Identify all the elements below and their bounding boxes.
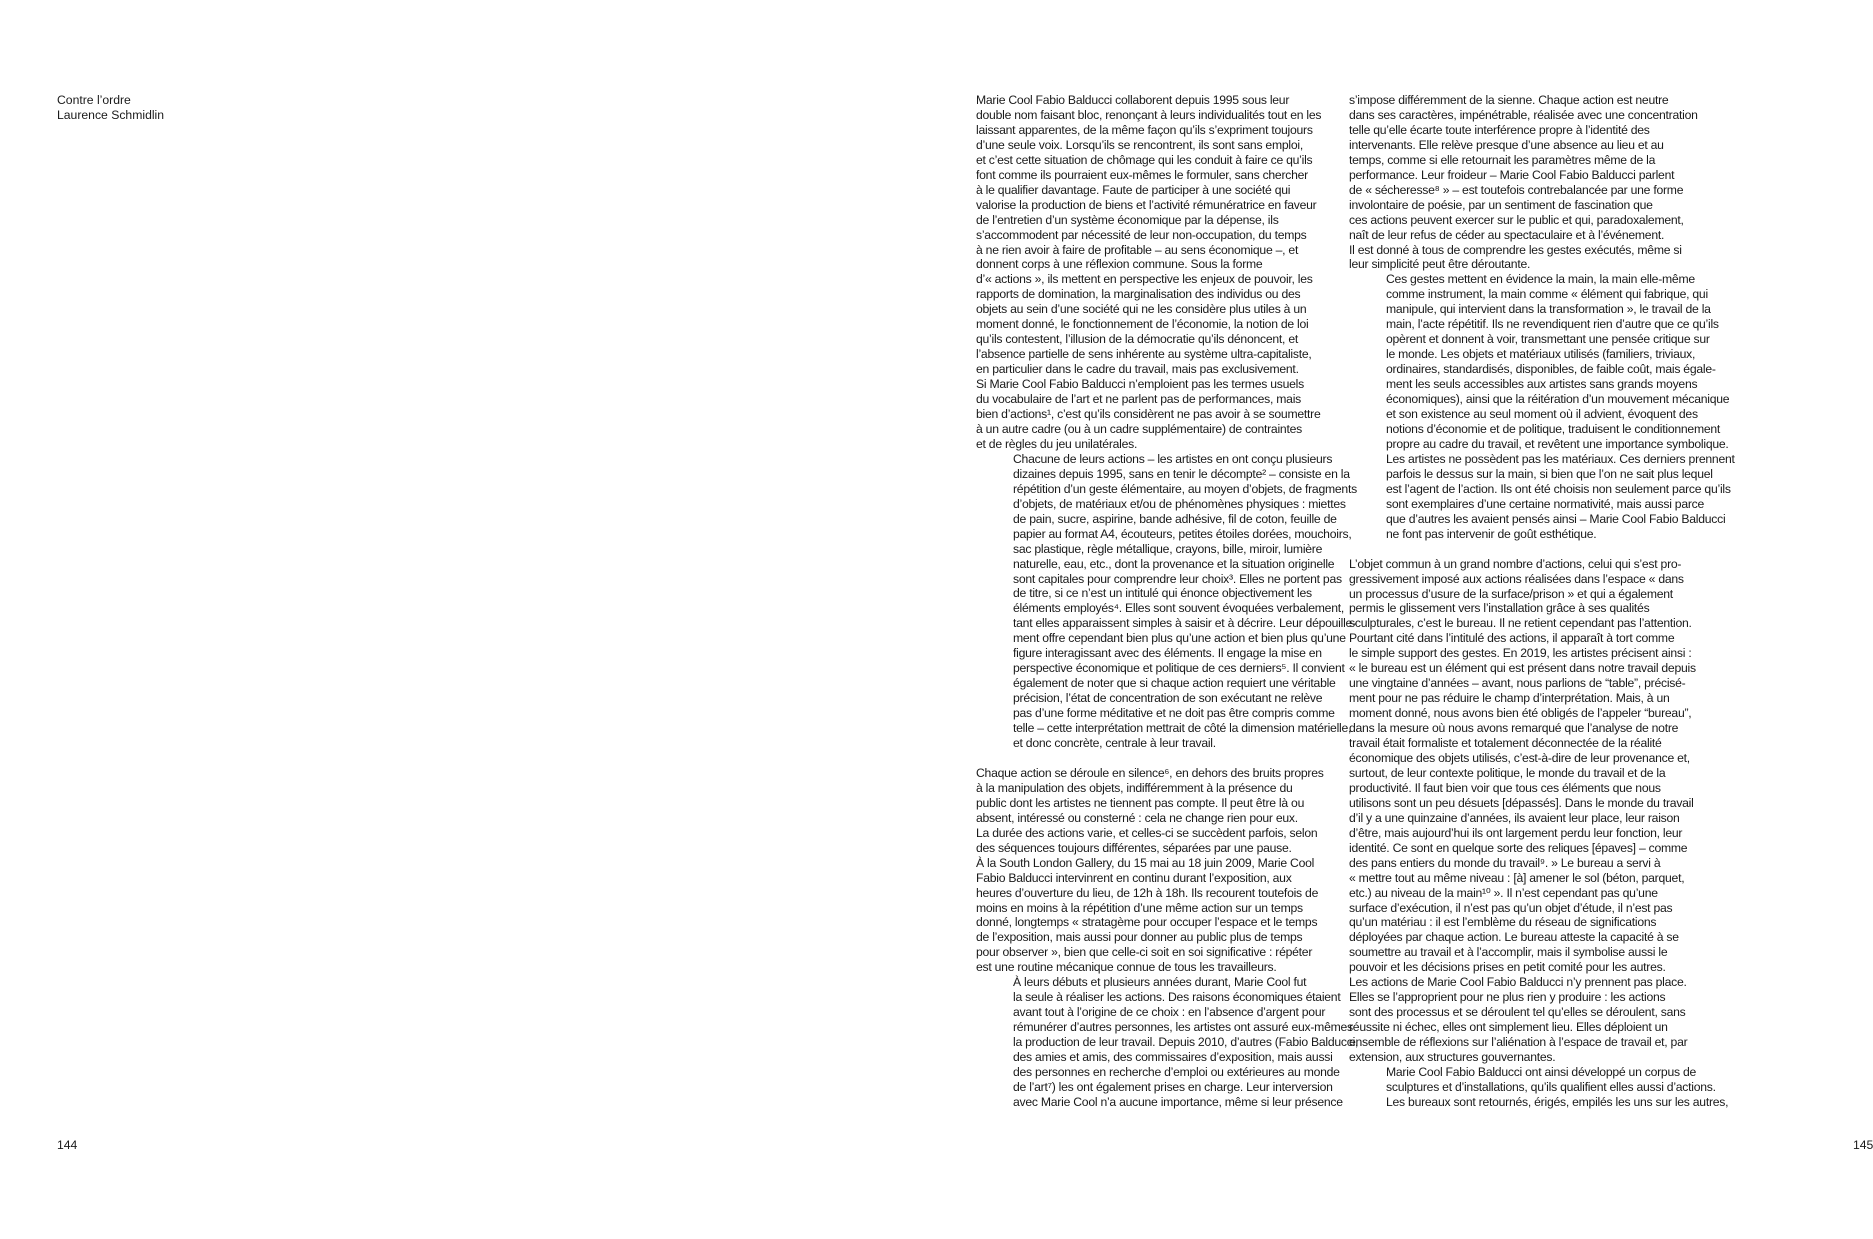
paragraph bbox=[976, 975, 1359, 1110]
text-line: telle – cette interprétation mettrait de côté la dimension matérielle, bbox=[1013, 721, 1352, 736]
page-number-right: 145 bbox=[1853, 1138, 1873, 1152]
text-line: valorise la production de biens et l’activité rémunératrice en faveur bbox=[976, 197, 1317, 212]
text-line: productivité. Il faut bien voir que tous ces éléments que nous bbox=[1349, 780, 1661, 795]
text-line: ne font pas intervenir de goût esthétique. bbox=[1386, 526, 1597, 541]
text-line: etc.) au niveau de la main¹⁰ ». Il n’est cependant pas qu’une bbox=[1349, 885, 1658, 900]
text-line: réussite ni échec, elles ont simplement lieu. Elles déploient un bbox=[1349, 1020, 1668, 1035]
text-line: sac plastique, règle métallique, crayons, bille, miroir, lumière bbox=[1013, 541, 1323, 556]
text-line: ment les seuls accessibles aux artistes sans grands moyens bbox=[1386, 377, 1698, 392]
text-line: dans la mesure où nous avons remarqué que l’analyse de notre bbox=[1349, 721, 1679, 736]
text-line: et donc concrète, centrale à leur travail. bbox=[1013, 735, 1216, 750]
text-line: le monde. Les objets et matériaux utilisés (familiers, triviaux, bbox=[1386, 347, 1696, 362]
text-line: perspective économique et politique de ces derniers⁵. Il convient bbox=[1013, 661, 1345, 676]
text-line: la production de leur travail. Depuis 2010, d’autres (Fabio Balducci, bbox=[1013, 1035, 1359, 1050]
text-line: une vingtaine d’années – avant, nous parlions de “table”, précisé- bbox=[1349, 676, 1686, 691]
text-line: rapports de domination, la marginalisation des individus ou des bbox=[976, 287, 1301, 302]
text-line: laissant apparentes, de la même façon qu’ils s’expriment toujours bbox=[976, 122, 1313, 137]
text-line: soumettre au travail et à l’accomplir, mais il symbolise aussi le bbox=[1349, 945, 1668, 960]
text-line: À la South London Gallery, du 15 mai au 18 juin 2009, Marie Cool bbox=[976, 855, 1315, 870]
text-line: ment pour ne pas réduire le champ d’interprétation. Mais, à un bbox=[1349, 691, 1670, 706]
text-line: ensemble de réflexions sur l’aliénation à l’espace de travail et, par bbox=[1349, 1035, 1688, 1050]
chapter-title: Contre l’ordre bbox=[57, 93, 131, 107]
text-line: main, l’acte répétitif. Ils ne revendiquent rien d’autre que ce qu’ils bbox=[1386, 317, 1719, 332]
text-line: avant tout à l’origine de ce choix : en l’absence d’argent pour bbox=[1013, 1005, 1326, 1020]
paragraph bbox=[1349, 1065, 1729, 1110]
text-line: L’objet commun à un grand nombre d’actions, celui qui s’est pro- bbox=[1349, 556, 1682, 571]
text-line: des personnes en recherche d’emploi ou extérieures au monde bbox=[1013, 1065, 1340, 1079]
text-line: d’objets, de matériaux et/ou de phénomènes physiques : miettes bbox=[1013, 496, 1346, 511]
text-line: Ces gestes mettent en évidence la main, la main elle-même bbox=[1386, 272, 1695, 287]
text-line: heures d’ouverture du lieu, de 12h à 18h. Ils recourent toutefois de bbox=[976, 885, 1319, 900]
text-line: un processus d’usure de la surface/prison » et qui a également bbox=[1349, 586, 1673, 601]
text-line: temps, comme si elle retournait les paramètres même de la bbox=[1349, 152, 1656, 167]
text-line: donné, longtemps « stratagème pour occuper l’espace et le temps bbox=[976, 915, 1318, 930]
text-line: de pain, sucre, aspirine, bande adhésive, fil de coton, feuille de bbox=[1013, 511, 1337, 526]
text-line: sont capitales pour comprendre leur choix³. Elles ne portent pas bbox=[1013, 571, 1342, 586]
text-line: figure interagissant avec des éléments. Il engage la mise en bbox=[1013, 646, 1322, 661]
text-line: Chaque action se déroule en silence⁶, en dehors des bruits propres bbox=[976, 765, 1324, 780]
text-line: que d’autres les avaient pensés ainsi – Marie Cool Fabio Balducci bbox=[1386, 511, 1726, 526]
text-line: l’absence partielle de sens inhérente au système ultra-capitaliste, bbox=[976, 347, 1312, 362]
text-line: « le bureau est un élément qui est présent dans notre travail depuis bbox=[1349, 661, 1696, 676]
paragraph bbox=[976, 451, 1357, 751]
text-line: des pans entiers du monde du travail⁹. » Le bureau a servi à bbox=[1349, 855, 1661, 870]
text-line: de l’art⁷) les ont également prises en charge. Leur interversion bbox=[1013, 1079, 1333, 1094]
text-line: d’une seule voix. Lorsqu’ils se rencontrent, ils sont sans emploi, bbox=[976, 137, 1303, 152]
text-line: moment donné, nous avons bien été obligés de l’appeler “bureau”, bbox=[1349, 706, 1692, 721]
text-line: éléments employés⁴. Elles sont souvent évoquées verbalement, bbox=[1013, 601, 1344, 616]
text-line: gressivement imposé aux actions réalisées dans l’espace « dans bbox=[1349, 571, 1684, 586]
text-line: comme instrument, la main comme « élément qui fabrique, qui bbox=[1386, 287, 1708, 302]
text-line: manipule, qui intervient dans la transformation », le travail de la bbox=[1386, 302, 1711, 317]
text-line: économique des objets utilisés, c’est-à-dire de leur provenance et, bbox=[1349, 750, 1690, 765]
text-line: et son existence au seul moment où il advient, évoquent des bbox=[1386, 407, 1698, 422]
text-line: font comme ils pourraient eux-mêmes le formuler, sans chercher bbox=[976, 167, 1308, 182]
text-line: des séquences toujours différentes, séparées par une pause. bbox=[976, 840, 1292, 855]
text-line: précision, l’état de concentration de son exécutant ne relève bbox=[1013, 691, 1323, 706]
text-line: en particulier dans le cadre du travail, mais pas exclusivement. bbox=[976, 362, 1299, 377]
text-line: à ne rien avoir à faire de profitable – au sens économique –, et bbox=[976, 242, 1299, 257]
text-line: Si Marie Cool Fabio Balducci n’emploient pas les termes usuels bbox=[976, 377, 1304, 392]
text-line: Marie Cool Fabio Balducci collaborent depuis 1995 sous leur bbox=[976, 93, 1290, 107]
text-line: tant elles apparaissent simples à saisir et à décrire. Leur dépouille- bbox=[1013, 616, 1356, 631]
text-line: répétition d’un geste élémentaire, au moyen d’objets, de fragments bbox=[1013, 481, 1357, 496]
text-line: Chacune de leurs actions – les artistes en ont conçu plusieurs bbox=[1013, 451, 1333, 466]
text-line: absent, intéressé ou consterné : cela ne change rien pour eux. bbox=[976, 810, 1298, 825]
paragraph bbox=[1349, 93, 1704, 272]
running-head bbox=[57, 93, 164, 123]
text-line: déployées par chaque action. Le bureau atteste la capacité à se bbox=[1349, 930, 1679, 945]
text-line: propre au cadre du travail, et revêtent une importance symbolique. bbox=[1386, 436, 1729, 451]
text-line: moment donné, le fonctionnement de l’économie, la notion de loi bbox=[976, 317, 1309, 332]
text-line: dans ses caractères, impénétrable, réalisée avec une concentration bbox=[1349, 107, 1698, 122]
text-line: Elles se l’approprient pour ne plus rien y produire : les actions bbox=[1349, 990, 1666, 1005]
text-line: objets au sein d’une société qui ne les considère plus utiles à un bbox=[976, 302, 1307, 317]
text-line: involontaire de poésie, par un sentiment de fascination que bbox=[1349, 197, 1653, 212]
text-line: d’« actions », ils mettent en perspective les enjeux de pouvoir, les bbox=[976, 272, 1313, 287]
text-line: ment offre cependant bien plus qu’une action et bien plus qu’une bbox=[1013, 631, 1346, 646]
text-line: économiques), ainsi que la réitération d’un mouvement mécanique bbox=[1386, 392, 1730, 407]
text-line: ordinaires, standardisés, disponibles, de faible coût, mais égale- bbox=[1386, 362, 1716, 377]
text-line: et c’est cette situation de chômage qui les conduit à faire ce qu’ils bbox=[976, 152, 1313, 167]
text-line: du vocabulaire de l’art et ne parlent pas de performances, mais bbox=[976, 392, 1302, 407]
text-line: d’être, mais aujourd’hui ils ont largement perdu leur fonction, leur bbox=[1349, 825, 1683, 840]
text-line: sculpturales, c’est le bureau. Il ne retient cependant pas l’attention. bbox=[1349, 616, 1692, 631]
text-line: Les bureaux sont retournés, érigés, empilés les uns sur les autres, bbox=[1386, 1094, 1729, 1109]
text-line: d’il y a une quinzaine d’années, ils avaient leur place, leur raison bbox=[1349, 810, 1680, 825]
text-line: pour observer », bien que celle-ci soit en soi significative : répéter bbox=[976, 945, 1313, 960]
text-column-2 bbox=[1349, 93, 1735, 1110]
text-line: À leurs débuts et plusieurs années durant, Marie Cool fut bbox=[1013, 975, 1307, 990]
text-line: pouvoir et les décisions prises en petit comité pour les autres. bbox=[1349, 960, 1666, 975]
left-page bbox=[0, 0, 877, 1239]
text-line: papier au format A4, écouteurs, petites étoiles dorées, mouchoirs, bbox=[1013, 526, 1352, 541]
text-line: qu’ils contestent, l’illusion de la démocratie qu’ils dénoncent, et bbox=[976, 332, 1298, 347]
text-line: La durée des actions varie, et celles-ci se succèdent parfois, selon bbox=[976, 825, 1318, 840]
text-line: donnent corps à une réflexion commune. Sous la forme bbox=[976, 257, 1263, 272]
text-line: de l’entretien d’un système économique par la dépense, ils bbox=[976, 212, 1279, 227]
text-line: sont exemplaires d’une certaine normativité, mais aussi parce bbox=[1386, 496, 1705, 511]
page-number-left: 144 bbox=[57, 1138, 78, 1152]
text-line: à un autre cadre (ou à un cadre supplémentaire) de contraintes bbox=[976, 421, 1302, 436]
text-line: est une routine mécanique connue de tous les travailleurs. bbox=[976, 960, 1277, 975]
text-line: extension, aux structures gouvernantes. bbox=[1349, 1050, 1556, 1065]
text-line: notions d’économie et de politique, traduisent le conditionnement bbox=[1386, 421, 1721, 436]
paragraph bbox=[1349, 557, 1704, 1065]
text-line: ces actions peuvent exercer sur le public et qui, paradoxalement, bbox=[1349, 212, 1684, 227]
text-line: est l’agent de l’action. Ils ont été choisis non seulement parce qu’ils bbox=[1386, 481, 1731, 496]
text-line: utilisons sont un peu désuets [dépassés]. Dans le monde du travail bbox=[1349, 795, 1694, 810]
text-line: à la manipulation des objets, indifféremment à la présence du bbox=[976, 780, 1293, 795]
paragraph bbox=[976, 93, 1331, 452]
text-line: également de noter que si chaque action requiert une véritable bbox=[1013, 676, 1336, 691]
text-line: double nom faisant bloc, renonçant à leurs individualités tout en les bbox=[976, 107, 1322, 122]
text-line: permis le glissement vers l’installation grâce à ses qualités bbox=[1349, 601, 1650, 616]
text-line: Les actions de Marie Cool Fabio Balducci n’y prennent pas place. bbox=[1349, 975, 1687, 990]
author-name: Laurence Schmidlin bbox=[57, 108, 165, 122]
paragraph bbox=[976, 766, 1331, 975]
text-line: pas d’une forme méditative et ne doit pas être compris comme bbox=[1013, 706, 1335, 721]
text-line: telle qu’elle écarte toute interférence propre à l’identité des bbox=[1349, 122, 1650, 137]
text-line: de titre, si ce n’est un intitulé qui énonce objectivement les bbox=[1013, 586, 1312, 601]
text-line: performance. Leur froideur – Marie Cool Fabio Balducci parlent bbox=[1349, 167, 1675, 182]
paragraph bbox=[1349, 272, 1735, 541]
text-line: naît de leur refus de céder au spectaculaire et à l’événement. bbox=[1349, 227, 1665, 242]
text-column-1 bbox=[976, 93, 1359, 1110]
text-line: Il est donné à tous de comprendre les gestes exécutés, même si bbox=[1349, 242, 1682, 257]
text-line: qu’un matériau : il est l’emblème du réseau de significations bbox=[1349, 915, 1657, 930]
text-line: Fabio Balducci intervinrent en continu durant l’exposition, aux bbox=[976, 870, 1292, 885]
text-line: leur simplicité peut être déroutante. bbox=[1349, 257, 1531, 272]
text-line: à le qualifier davantage. Faute de participer à une société qui bbox=[976, 182, 1291, 197]
text-line: public dont les artistes ne tiennent pas compte. Il peut être là ou bbox=[976, 795, 1305, 810]
text-line: s’impose différemment de la sienne. Chaque action est neutre bbox=[1349, 93, 1669, 107]
text-line: de l’exposition, mais aussi pour donner au public plus de temps bbox=[976, 930, 1303, 945]
text-line: travail était formaliste et totalement déconnectée de la réalité bbox=[1349, 736, 1662, 751]
text-line: Marie Cool Fabio Balducci ont ainsi développé un corpus de bbox=[1386, 1065, 1697, 1079]
text-line: et de règles du jeu unilatérales. bbox=[976, 436, 1138, 451]
text-line: surface d’exécution, il n’est pas qu’un objet d’étude, il n’est pas bbox=[1349, 900, 1673, 915]
text-line: s’accommodent par nécessité de leur non-occupation, du temps bbox=[976, 227, 1307, 242]
text-line: Les artistes ne possèdent pas les matériaux. Ces derniers prennent bbox=[1386, 451, 1735, 466]
text-line: moins en moins à la répétition d’une même action sur un temps bbox=[976, 900, 1303, 915]
text-line: la seule à réaliser les actions. Des raisons économiques étaient bbox=[1013, 990, 1341, 1005]
text-line: parfois le dessus sur la main, si bien que l’on ne sait plus lequel bbox=[1386, 466, 1713, 481]
text-line: bien d’actions¹, c’est qu’ils considèrent ne pas avoir à se soumettre bbox=[976, 407, 1321, 422]
text-line: opèrent et donnent à voir, transmettant une pensée critique sur bbox=[1386, 332, 1710, 347]
text-line: Pourtant cité dans l’intitulé des actions, il apparaît à tort comme bbox=[1349, 631, 1675, 646]
text-line: surtout, de leur contexte politique, le monde du travail et de la bbox=[1349, 765, 1666, 780]
text-line: sont des processus et se déroulent tel qu’elles se déroulent, sans bbox=[1349, 1005, 1686, 1020]
text-line: le simple support des gestes. En 2019, les artistes précisent ainsi : bbox=[1349, 646, 1692, 661]
text-line: rémunérer d’autres personnes, les artistes ont assuré eux-mêmes bbox=[1013, 1020, 1353, 1035]
text-line: des amies et amis, des commissaires d’exposition, mais aussi bbox=[1013, 1050, 1333, 1065]
text-line: dizaines depuis 1995, sans en tenir le décompte² – consiste en la bbox=[1013, 466, 1350, 481]
text-line: naturelle, eau, etc., dont la provenance et la situation originelle bbox=[1013, 556, 1335, 571]
text-line: identité. Ce sont en quelque sorte des reliques [épaves] – comme bbox=[1349, 840, 1688, 855]
text-line: sculptures et d’installations, qu’ils qualifient elles aussi d’actions. bbox=[1386, 1079, 1716, 1094]
text-line: avec Marie Cool n’a aucune importance, même si leur présence bbox=[1013, 1094, 1343, 1109]
text-line: de « sécheresse⁸ » – est toutefois contrebalancée par une forme bbox=[1349, 182, 1684, 197]
text-line: intervenants. Elle relève presque d’une absence au lieu et au bbox=[1349, 137, 1664, 152]
text-line: « mettre tout au même niveau : [à] amener le sol (béton, parquet, bbox=[1349, 870, 1685, 885]
